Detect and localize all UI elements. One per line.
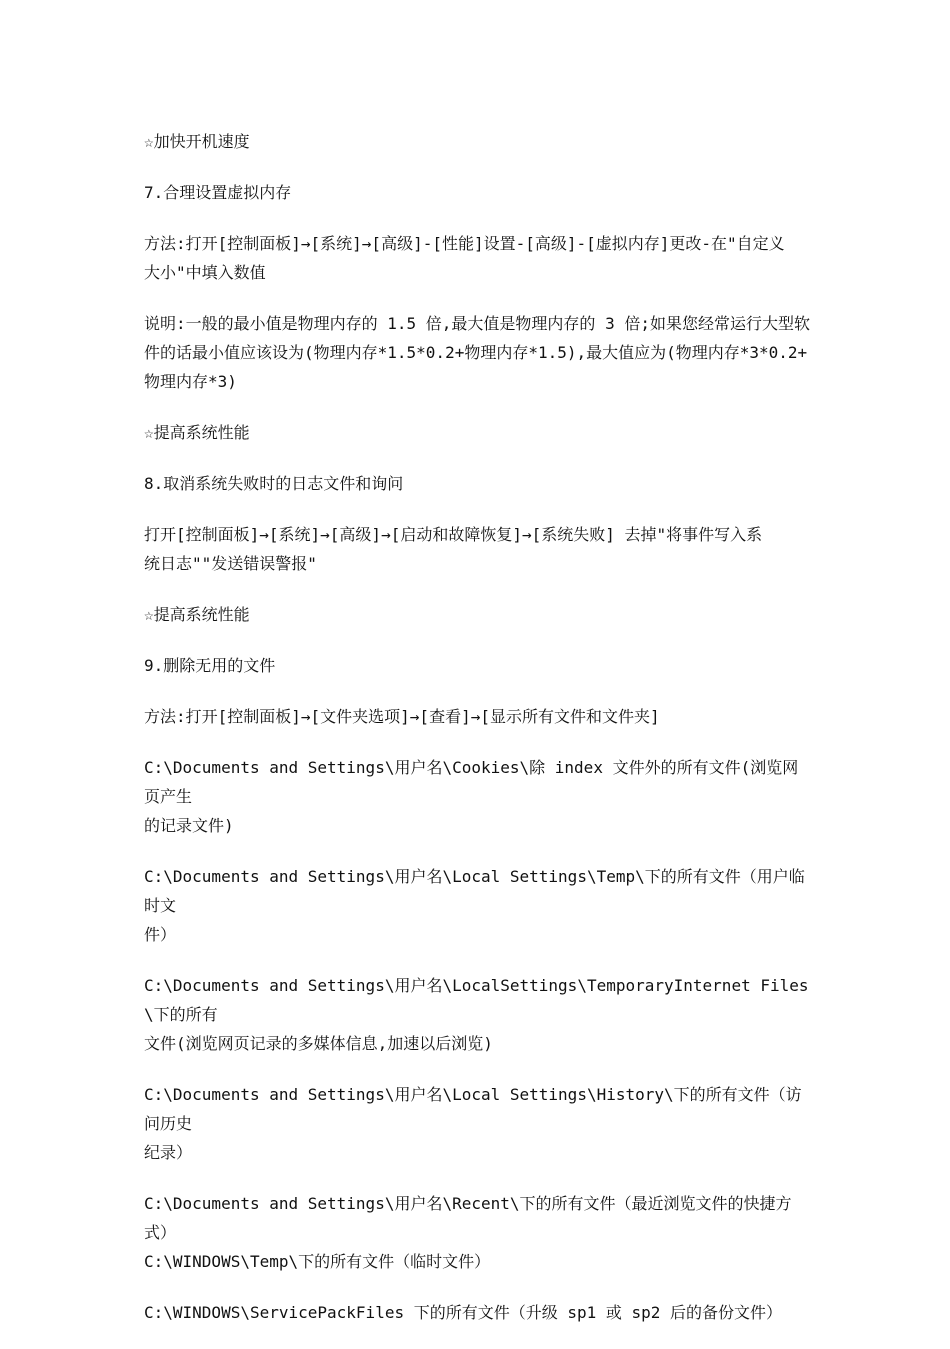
text-line: 说明:一般的最小值是物理内存的 1.5 倍,最大值是物理内存的 3 倍;如果您经常运行大型软 <box>144 314 810 333</box>
text-line: 件） <box>144 925 177 944</box>
text-line: 文件(浏览网页记录的多媒体信息,加速以后浏览) <box>144 1034 493 1053</box>
paragraph-method-show-files <box>144 702 810 731</box>
item-heading-virtual-memory <box>144 178 810 207</box>
text-line: ☆提高系统性能 <box>144 423 250 442</box>
paragraph-method-virtual-memory <box>144 229 810 287</box>
text-line: 统日志""发送错误警报" <box>144 554 317 573</box>
item-heading-system-failure <box>144 469 810 498</box>
text-line: C:\Documents and Settings\用户名\Local Settings\Temp\下的所有文件（用户临时文 <box>144 867 805 915</box>
text-line: 物理内存*3) <box>144 372 237 391</box>
path-local-temp <box>144 862 810 949</box>
text-line: 9.删除无用的文件 <box>144 656 276 675</box>
text-line: 8.取消系统失败时的日志文件和询问 <box>144 474 404 493</box>
text-line: 方法:打开[控制面板]→[文件夹选项]→[查看]→[显示所有文件和文件夹] <box>144 707 660 726</box>
paragraph-explanation <box>144 309 810 396</box>
text-line: C:\WINDOWS\Temp\下的所有文件（临时文件） <box>144 1252 491 1271</box>
section-heading-performance-1 <box>144 418 810 447</box>
text-line: 7.合理设置虚拟内存 <box>144 183 292 202</box>
document-body <box>144 127 810 1349</box>
path-temporary-internet-files <box>144 971 810 1058</box>
text-line: ☆提高系统性能 <box>144 605 250 624</box>
paragraph-system-failure-steps <box>144 520 810 578</box>
text-line: C:\Documents and Settings\用户名\Cookies\除 index 文件外的所有文件(浏览网页产生 <box>144 758 799 806</box>
text-line: C:\Documents and Settings\用户名\Recent\下的所有文件（最近浏览文件的快捷方式） <box>144 1194 792 1242</box>
path-history <box>144 1080 810 1167</box>
path-recent-and-windows-temp <box>144 1189 810 1276</box>
text-line: C:\Documents and Settings\用户名\LocalSettings\TemporaryInternet Files\下的所有 <box>144 976 809 1024</box>
text-line: 大小"中填入数值 <box>144 263 266 282</box>
text-line: 方法:打开[控制面板]→[系统]→[高级]-[性能]设置-[高级]-[虚拟内存]更改-在"自定义 <box>144 234 785 253</box>
text-line: ☆加快开机速度 <box>144 132 250 151</box>
text-line: C:\Documents and Settings\用户名\Local Settings\History\下的所有文件（访问历史 <box>144 1085 802 1133</box>
text-line: 的记录文件) <box>144 816 234 835</box>
section-heading-boot-speed <box>144 127 810 156</box>
path-cookies <box>144 753 810 840</box>
path-service-pack-files <box>144 1298 810 1327</box>
section-heading-performance-2 <box>144 600 810 629</box>
text-line: 打开[控制面板]→[系统]→[高级]→[启动和故障恢复]→[系统失败] 去掉"将事件写入系 <box>144 525 763 544</box>
text-line: C:\WINDOWS\ServicePackFiles 下的所有文件（升级 sp1 或 sp2 后的备份文件） <box>144 1303 783 1322</box>
text-line: 纪录） <box>144 1143 193 1162</box>
text-line: 件的话最小值应该设为(物理内存*1.5*0.2+物理内存*1.5),最大值应为(物理内存*3*0.2+ <box>144 343 808 362</box>
item-heading-delete-files <box>144 651 810 680</box>
